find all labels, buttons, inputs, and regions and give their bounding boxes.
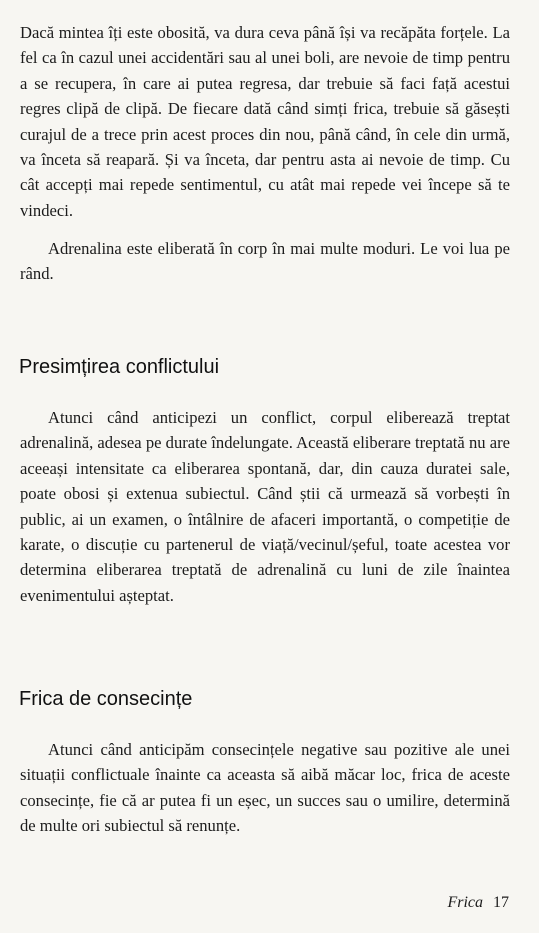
body-paragraph-2: Adrenalina este eliberată în corp în mai multe moduri. Le voi lua pe rând. (20, 239, 510, 284)
section-heading-presimtirea: Presimțirea conflictului (19, 356, 220, 378)
body-paragraph-1: Dacă mintea îți este obosită, va dura ceva până își va recăpăta forțele. La fel ca în cazul unei accidentări sau al unei boli, are nevoie de timp pentru a se recupera, în care ai putea regresa, dar trebuie să faci față acestui regres clipă de clipă. De fiecare dată când simți frica, trebuie să găsești curajul de a trece prin acest proces din nou, până când, în cele din urmă, va înceta să reapară. Și va înceta, dar pentru asta ai nevoie de timp. Cu cât accepți mai repede sentimentul, cu atât mai repede vei începe să te vindeci. (20, 23, 510, 220)
section-paragraph-presimtirea: Atunci când anticipezi un conflict, corpul eliberează treptat adrenalină, adesea pe durate îndelungate. Această eliberare treptată nu are aceeași intensitate ca eliberarea spontană, dar, din cauza duratei sale, poate obosi și extenua subiectul. Când știi că urmează să vorbești în public, ai un examen, o întâlnire de afaceri importantă, o competiție de karate, o discuție cu partenerul de viață/vecinul/șeful, toate acestea vor determina eliberarea treptată de adrenalină cu luni de zile înaintea evenimentului așteptat. (20, 408, 510, 605)
page-number: 17 (493, 894, 509, 911)
page-footer (447, 893, 509, 913)
running-head: Frica (447, 894, 483, 911)
section-paragraph-frica-de-consecinte: Atunci când anticipăm consecințele negative sau pozitive ale unei situații conflictuale înainte ca aceasta să aibă măcar loc, frica de aceste consecințe, fie că ar putea fi un eșec, un succes sau o umilire, determină de multe ori subiectul să renunțe. (20, 740, 510, 836)
section-heading-frica-de-consecinte: Frica de consecințe (19, 688, 193, 710)
